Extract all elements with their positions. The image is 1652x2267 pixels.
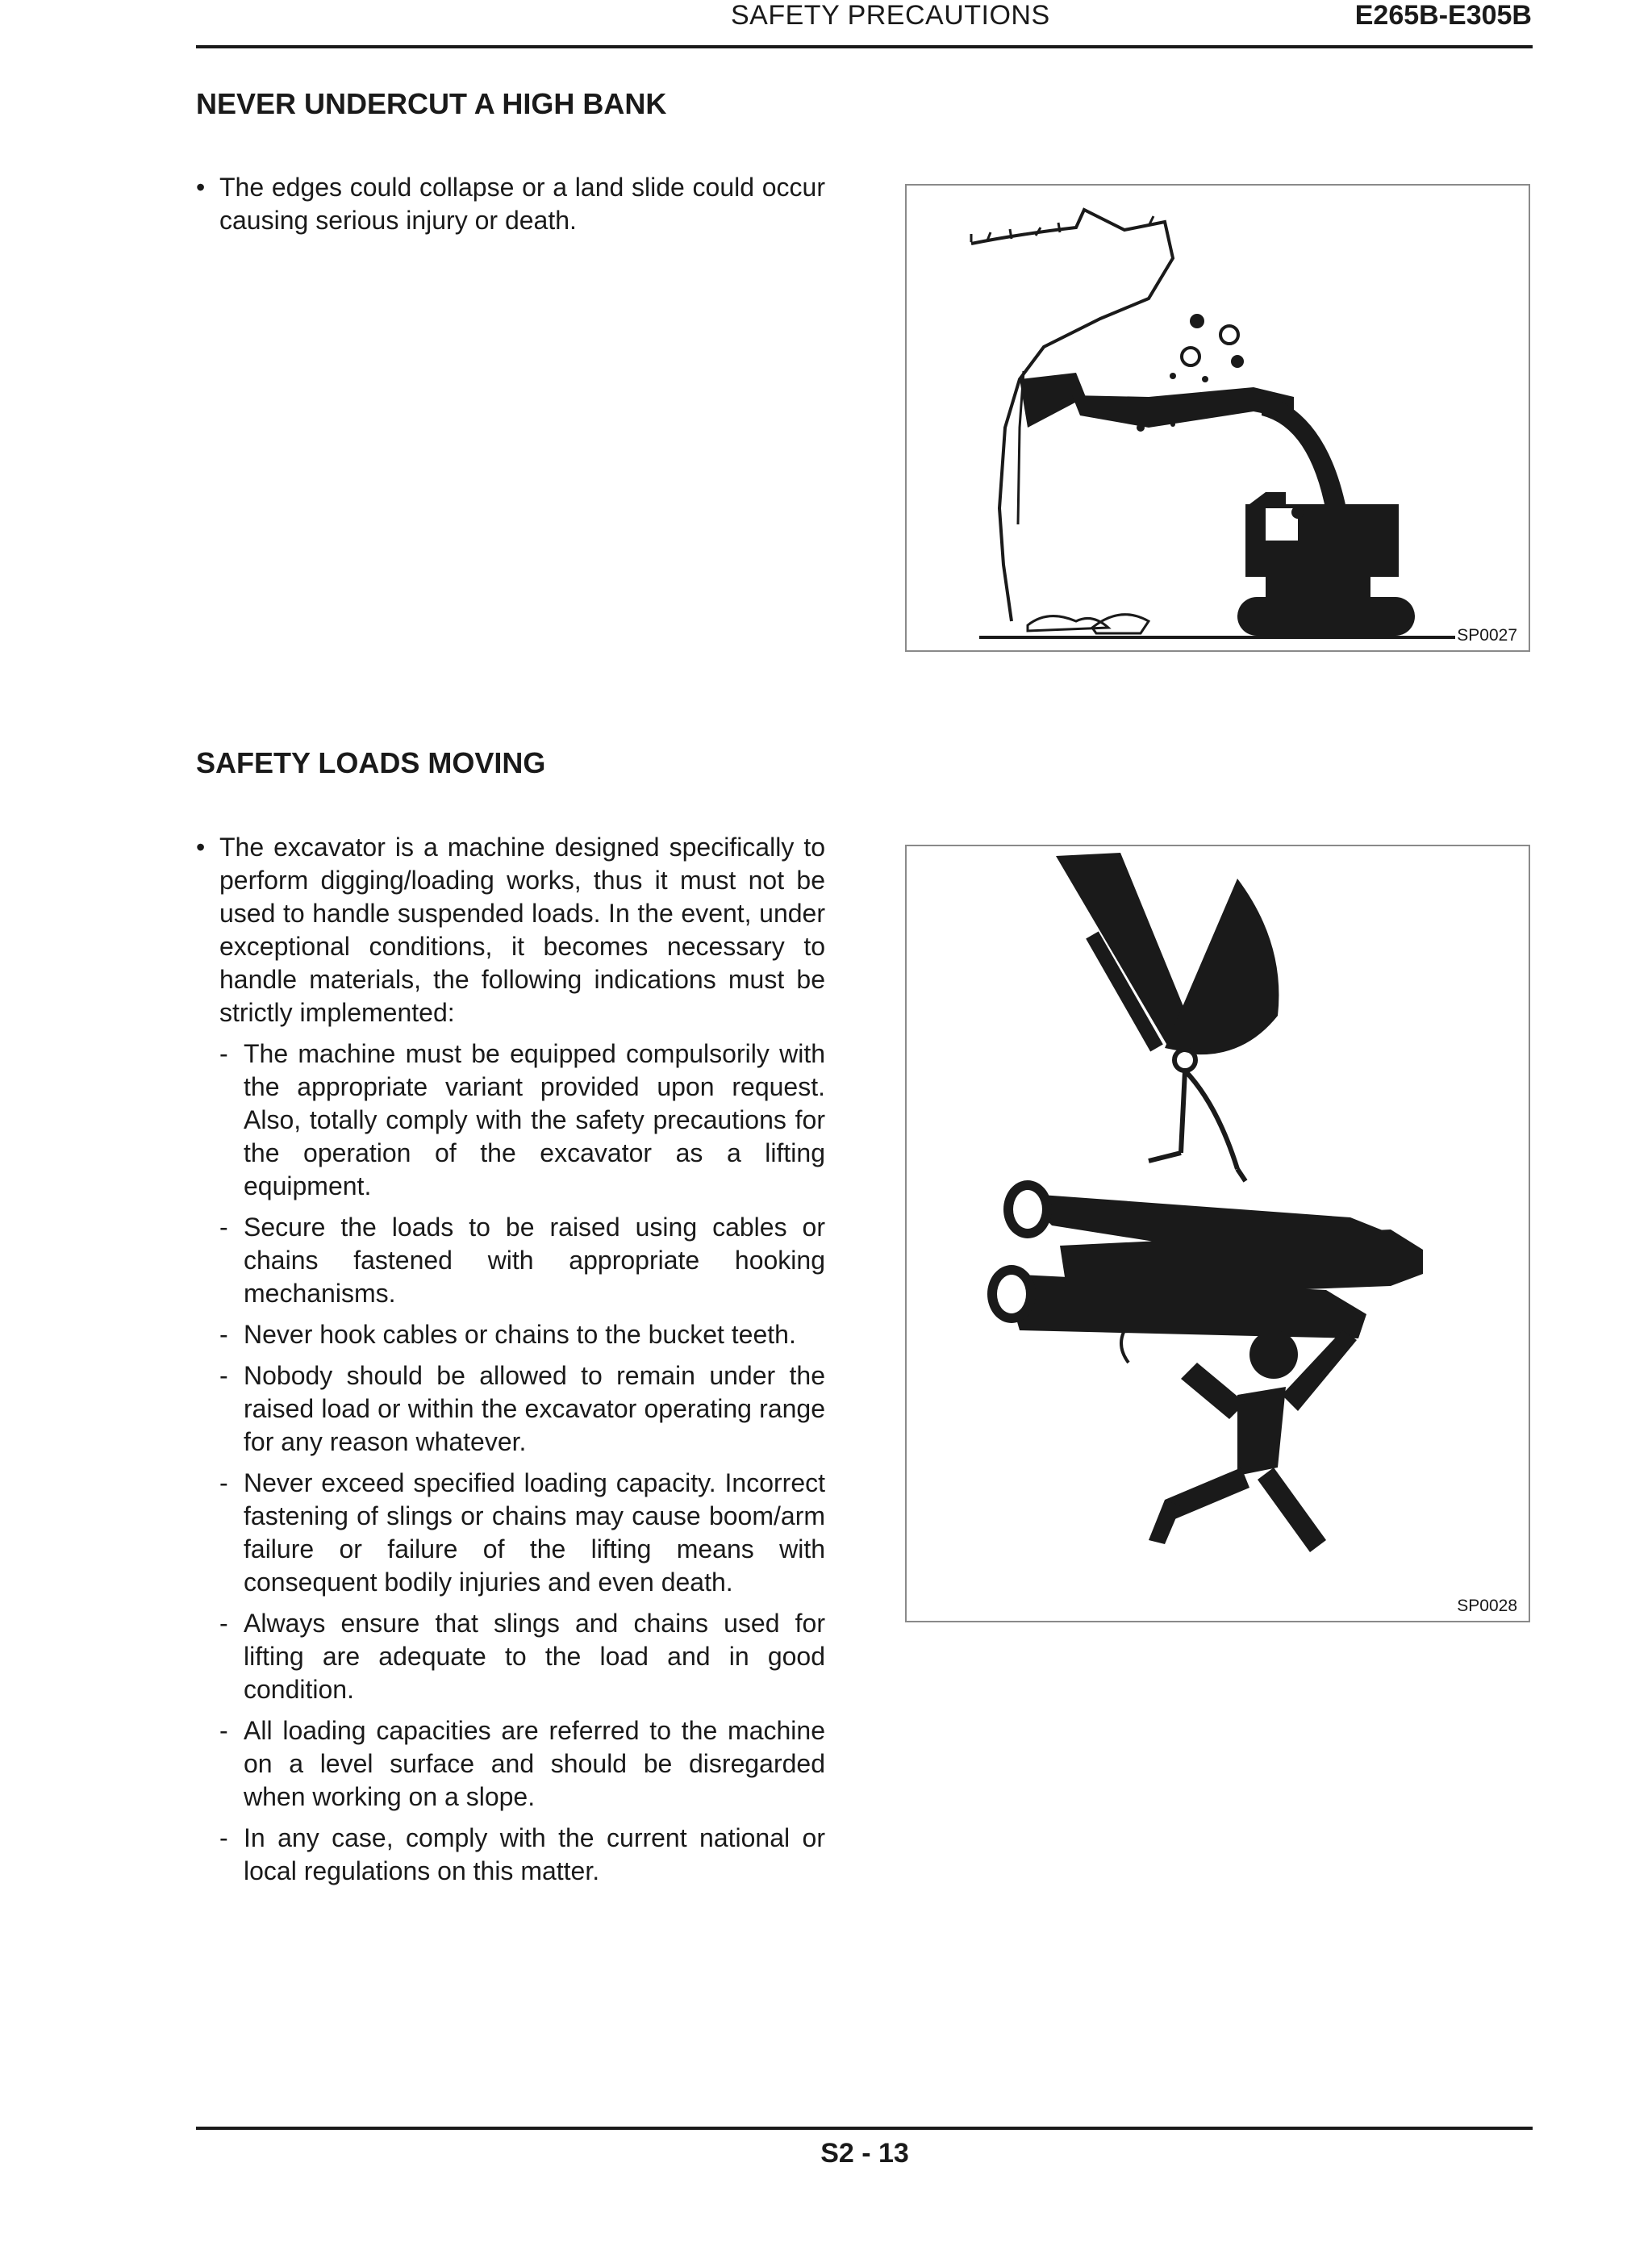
section2-title: SAFETY LOADS MOVING <box>196 746 546 779</box>
list-item: - Always ensure that slings and chains used for lifting are adequate to the load and in good condition. <box>196 1607 825 1706</box>
section2-bullet: • The excavator is a machine designed specifically to perform digging/loading works, thus it must not be used to handle suspended loads. In the event, under exceptional conditions, it becomes necessary to handle materials, the following indications must be strictly implemented: <box>196 831 825 1029</box>
figure-code-sp0028: SP0028 <box>1457 1597 1517 1615</box>
figure-undercut-bank <box>905 184 1530 652</box>
list-item: - All loading capacities are referred to the machine on a level surface and should be disregarded when working on a slope. <box>196 1714 825 1814</box>
footer-rule <box>196 2127 1533 2130</box>
section1-bullet: • The edges could collapse or a land slide could occur causing serious injury or death. <box>196 171 825 237</box>
header-rule <box>196 45 1533 48</box>
list-item: - Nobody should be allowed to remain under the raised load or within the excavator operating range for any reason whatever. <box>196 1359 825 1459</box>
figure-suspended-load <box>905 845 1530 1622</box>
list-item: - The machine must be equipped compulsorily with the appropriate variant provided upon request. Also, totally comply with the safety precautions for the operation of the excavator as a lifting equipment. <box>196 1037 825 1203</box>
list-item: - Secure the loads to be raised using cables or chains fastened with appropriate hooking mechanisms. <box>196 1211 825 1310</box>
header-section-title: SAFETY PRECAUTIONS <box>731 0 1050 31</box>
section1-title: NEVER UNDERCUT A HIGH BANK <box>196 87 667 120</box>
footer-page-number: S2 - 13 <box>820 2138 909 2169</box>
suspended-load-illustration <box>907 846 1529 1621</box>
figure-code-sp0027: SP0027 <box>1457 626 1517 645</box>
list-item: - Never hook cables or chains to the bucket teeth. <box>196 1318 825 1351</box>
section1-body <box>196 171 825 237</box>
header-model: E265B-E305B <box>1354 0 1532 31</box>
undercut-bank-illustration <box>907 186 1529 650</box>
section2-body <box>196 831 825 1888</box>
list-item: - In any case, comply with the current national or local regulations on this matter. <box>196 1822 825 1888</box>
list-item: - Never exceed specified loading capacity. Incorrect fastening of slings or chains may cause boom/arm failure or failure of the lifting means with consequent bodily injuries and even death. <box>196 1467 825 1599</box>
